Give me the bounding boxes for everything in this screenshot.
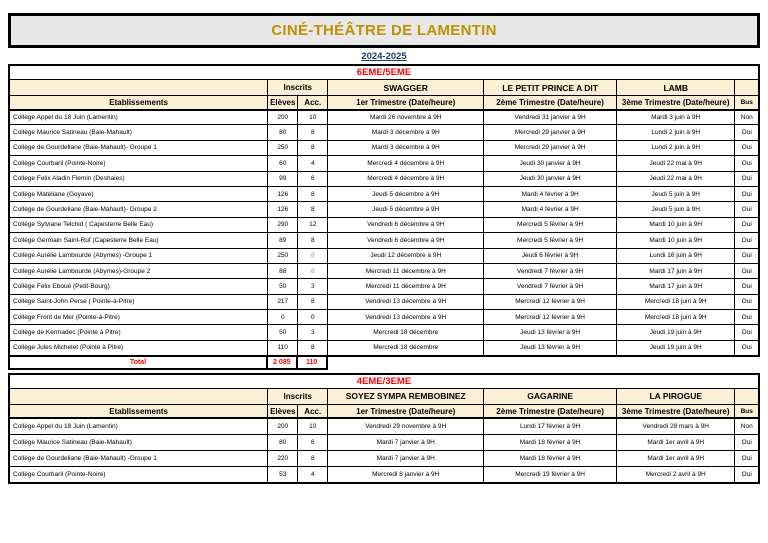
trimestre1-date: Vendredi 13 décembre à 9H [328, 294, 484, 309]
total-label: Total [9, 356, 267, 369]
bus-value: Oui [735, 140, 759, 155]
trimestre1-date: Mercredi 18 décembre [328, 340, 484, 355]
acc-value: 8 [298, 233, 328, 248]
bus-value: Oui [735, 434, 759, 450]
header-spacer [735, 388, 759, 404]
trimestre1-date: Vendredi 6 décembre à 9H [328, 217, 484, 232]
establishment-name: Collège Saint-John Perse ( Pointe-à-Pitre) [9, 294, 268, 309]
trimestre1-date: Mercredi 8 janvier à 9H [328, 467, 484, 483]
trimestre2-date: Mercredi 29 janvier à 9H [484, 140, 617, 155]
film-header-row [9, 388, 759, 404]
inscrits-header: Inscrits [268, 80, 328, 96]
table-row [9, 467, 759, 483]
establishment-name: Collège Appel du 18 Juin (Lamentin) [9, 418, 268, 434]
trimestre1-date: Vendredi 13 décembre à 9H [328, 310, 484, 325]
acc-value: 4 [298, 156, 328, 171]
eleves-value: 110 [268, 340, 298, 355]
table-row [9, 248, 759, 263]
eleves-value: 80 [268, 125, 298, 140]
bus-value: Oui [735, 325, 759, 340]
acc-value: 8 [298, 125, 328, 140]
table-row [9, 233, 759, 248]
trimestre2-date: Mercredi 19 février à 9H [484, 467, 617, 483]
establishment-name: Collège Courbaril (Pointe-Noire) [9, 467, 268, 483]
establishment-name: Collège Sylviane Telchid ( Capesterre Belle Eau) [9, 217, 268, 232]
eleves-value: 250 [268, 248, 298, 263]
schedule-table-6eme-5eme [8, 64, 760, 357]
bus-header: Bus [735, 96, 759, 110]
trimestre1-date: Jeudi 5 décembre à 9H [328, 186, 484, 201]
trimestre3-date: Mardi 10 juin à 9H [616, 233, 735, 248]
header-spacer [9, 388, 268, 404]
header-spacer [9, 80, 268, 96]
establishment-name: Collège de Gourdeliane (Baie-Mahault)- Groupe 2 [9, 202, 268, 217]
table-row [9, 294, 759, 309]
total-row [8, 355, 328, 370]
section-title: 6EME/5EME [9, 65, 759, 80]
acc-value: 3 [298, 325, 328, 340]
eleves-value: 50 [268, 325, 298, 340]
establishment-name: Collège de Gourdeliane (Baie-Mahault) -Groupe 1 [9, 451, 268, 467]
acc-value: 8 [298, 451, 328, 467]
eleves-header: Elèves [268, 404, 298, 418]
film-title-petit-prince: LE PETIT PRINCE A DIT [484, 80, 617, 96]
trimestre3-date: Mardi 1er avril à 9H [616, 451, 735, 467]
eleves-value: 200 [268, 110, 298, 125]
acc-value: 0 [298, 310, 328, 325]
acc-value: 8 [298, 294, 328, 309]
trimestre1-date: Jeudi 12 décembre à 9H [328, 248, 484, 263]
establishment-name: Collège Aurélie Lambourde (Abymes) -Groupe 1 [9, 248, 268, 263]
trimestre2-date: Mercredi 5 février à 9H [484, 217, 617, 232]
trimestre3-header: 3ème Trimestre (Date/heure) [616, 404, 735, 418]
bus-value: Oui [735, 233, 759, 248]
table-row [9, 186, 759, 201]
bus-value: Oui [735, 294, 759, 309]
bus-value: Oui [735, 156, 759, 171]
trimestre1-date: Mardi 7 janvier à 9H [328, 451, 484, 467]
column-header-row [9, 96, 759, 110]
trimestre2-date: Vendredi 31 janvier à 9H [484, 110, 617, 125]
table-row [9, 202, 759, 217]
document-title: CINÉ-THÉÂTRE DE LAMENTIN [271, 22, 497, 39]
eleves-value: 250 [268, 140, 298, 155]
total-eleves: 2 085 [267, 356, 297, 369]
eleves-value: 126 [268, 202, 298, 217]
trimestre2-date: Mercredi 5 février à 9H [484, 233, 617, 248]
trimestre1-date: Mardi 7 janvier à 9H [328, 434, 484, 450]
film-title-lamb: LAMB [616, 80, 735, 96]
film-title-la-pirogue: LA PIROGUE [616, 388, 735, 404]
table-row [9, 279, 759, 294]
trimestre3-date: Mercredi 2 avril à 9H [616, 467, 735, 483]
trimestre2-date: Jeudi 6 février à 9H [484, 248, 617, 263]
bus-value: Oui [735, 263, 759, 278]
eleves-value: 217 [268, 294, 298, 309]
acc-value: 8 [298, 202, 328, 217]
eleves-value: 60 [268, 156, 298, 171]
trimestre3-date: Mardi 1er avril à 9H [616, 434, 735, 450]
acc-value: 8 [298, 248, 328, 263]
trimestre3-date: Jeudi 22 mai à 9H [616, 171, 735, 186]
trimestre2-date: Vendredi 7 février à 9H [484, 263, 617, 278]
trimestre2-date: Mercredi 29 janvier à 9H [484, 125, 617, 140]
bus-value: Non [735, 418, 759, 434]
acc-value: 10 [298, 110, 328, 125]
trimestre2-header: 2ème Trimestre (Date/heure) [484, 96, 617, 110]
establishment-name: Collège Félix Eboué (Petit-Bourg) [9, 279, 268, 294]
section-header-row [9, 374, 759, 389]
school-year: 2024-2025 [361, 51, 407, 62]
acc-header: Acc. [298, 96, 328, 110]
table-row [9, 451, 759, 467]
establishment-name: Collège de Kermadec (Pointe à Pitre) [9, 325, 268, 340]
table-row [9, 418, 759, 434]
establishment-name: Collège Felix Aladin Flemin (Deshaies) [9, 171, 268, 186]
trimestre1-date: Jeudi 5 décembre à 9H [328, 202, 484, 217]
eleves-value: 200 [268, 418, 298, 434]
trimestre1-date: Vendredi 6 décembre à 9H [328, 233, 484, 248]
bus-value: Oui [735, 310, 759, 325]
bus-value: Oui [735, 186, 759, 201]
bus-header: Bus [735, 404, 759, 418]
table-row [9, 217, 759, 232]
bus-value: Oui [735, 248, 759, 263]
acc-value: 8 [298, 263, 328, 278]
acc-value: 6 [298, 171, 328, 186]
table-row [9, 125, 759, 140]
bus-value: Oui [735, 125, 759, 140]
trimestre1-date: Mardi 3 décembre à 9H [328, 125, 484, 140]
trimestre1-date: Mercredi 11 décembre à 9H [328, 279, 484, 294]
trimestre2-date: Vendredi 7 février à 9H [484, 279, 617, 294]
trimestre3-date: Lundi 2 juin à 9H [616, 140, 735, 155]
bus-value: Oui [735, 279, 759, 294]
bus-value: Oui [735, 467, 759, 483]
establishment-name: Collège de Gourdeliane (Baie-Mahault)- Groupe 1 [9, 140, 268, 155]
trimestre1-date: Vendredi 29 novembre à 9H [328, 418, 484, 434]
trimestre1-date: Mercredi 4 décembre à 9H [328, 156, 484, 171]
trimestre3-date: Mardi 17 juin à 9H [616, 279, 735, 294]
acc-value: 12 [298, 217, 328, 232]
etablissements-header: Etablissements [9, 404, 268, 418]
eleves-value: 50 [268, 279, 298, 294]
inscrits-header: Inscrits [268, 388, 328, 404]
table-row [9, 263, 759, 278]
trimestre3-date: Jeudi 22 mai à 9H [616, 156, 735, 171]
schedule-table-4eme-3eme [8, 373, 760, 484]
eleves-value: 99 [268, 171, 298, 186]
eleves-value: 88 [268, 263, 298, 278]
acc-value: 6 [298, 434, 328, 450]
trimestre2-date: Mardi 18 février à 9H [484, 451, 617, 467]
table-row [9, 434, 759, 450]
bus-value: Oui [735, 171, 759, 186]
eleves-value: 220 [268, 451, 298, 467]
trimestre3-date: Mercredi 18 juin à 9H [616, 294, 735, 309]
table-row [9, 140, 759, 155]
establishment-name: Collège Jules Michelet (Pointe à Pitre) [9, 340, 268, 355]
bus-value: Non [735, 110, 759, 125]
trimestre1-date: Mercredi 11 décembre à 9H [328, 263, 484, 278]
acc-value: 8 [298, 186, 328, 201]
eleves-value: 290 [268, 217, 298, 232]
acc-value: 8 [298, 140, 328, 155]
trimestre2-date: Lundi 17 février à 9H [484, 418, 617, 434]
establishment-name: Collège Matéliane (Goyave) [9, 186, 268, 201]
trimestre1-header: 1er Trimestre (Date/heure) [328, 96, 484, 110]
trimestre3-date: Mardi 17 juin à 9H [616, 263, 735, 278]
trimestre3-date: Mardi 10 juin à 9H [616, 217, 735, 232]
trimestre2-date: Jeudi 13 février à 9H [484, 325, 617, 340]
header-spacer [735, 80, 759, 96]
eleves-value: 0 [268, 310, 298, 325]
bus-value: Oui [735, 451, 759, 467]
trimestre1-date: Mercredi 4 décembre à 9H [328, 171, 484, 186]
table-row [9, 156, 759, 171]
trimestre3-date: Mercredi 18 juin à 9H [616, 310, 735, 325]
establishment-name: Collège Front de Mer (Pointe-à-Pitre) [9, 310, 268, 325]
trimestre2-date: Mardi 4 février à 9H [484, 186, 617, 201]
trimestre2-date: Mercredi 12 février à 9H [484, 310, 617, 325]
acc-value: 10 [298, 418, 328, 434]
table-row [9, 110, 759, 125]
section-title: 4EME/3EME [9, 374, 759, 389]
acc-value: 3 [298, 279, 328, 294]
table-row [9, 310, 759, 325]
trimestre3-date: Jeudi 19 juin à 9H [616, 325, 735, 340]
total-acc: 110 [297, 356, 327, 369]
eleves-value: 53 [268, 467, 298, 483]
establishment-name: Collège Germain Saint-Ruf (Capesterre Belle Eau) [9, 233, 268, 248]
trimestre1-date: Mardi 3 décembre à 9H [328, 140, 484, 155]
film-header-row [9, 80, 759, 96]
document-title-box [8, 13, 760, 48]
bus-value: Oui [735, 202, 759, 217]
trimestre1-header: 1er Trimestre (Date/heure) [328, 404, 484, 418]
film-title-gagarine: GAGARINE [484, 388, 617, 404]
trimestre3-date: Jeudi 19 juin à 9H [616, 340, 735, 355]
trimestre1-date: Mardi 26 novembre à 9H [328, 110, 484, 125]
eleves-header: Elèves [268, 96, 298, 110]
bus-value: Oui [735, 340, 759, 355]
acc-value: 8 [298, 340, 328, 355]
table-row [9, 325, 759, 340]
trimestre3-header: 3ème Trimestre (Date/heure) [616, 96, 735, 110]
trimestre3-date: Vendredi 28 mars à 9H [616, 418, 735, 434]
acc-value: 4 [298, 467, 328, 483]
column-header-row [9, 404, 759, 418]
establishment-name: Collège Aurélie Lambourde (Abymes)-Groupe 2 [9, 263, 268, 278]
trimestre2-date: Mercredi 12 février à 9H [484, 294, 617, 309]
bus-value: Oui [735, 217, 759, 232]
film-title-soyez-sympa: SOYEZ SYMPA REMBOBINEZ [328, 388, 484, 404]
trimestre3-date: Jeudi 5 juin à 9H [616, 186, 735, 201]
trimestre2-date: Mardi 18 février à 9H [484, 434, 617, 450]
trimestre3-date: Lundi 2 juin à 9H [616, 125, 735, 140]
etablissements-header: Etablissements [9, 96, 268, 110]
eleves-value: 80 [268, 434, 298, 450]
trimestre2-date: Jeudi 30 janvier à 9H [484, 156, 617, 171]
establishment-name: Collège Maurice Satineau (Baie-Mahault) [9, 125, 268, 140]
trimestre2-date: Mardi 4 février à 9H [484, 202, 617, 217]
trimestre2-header: 2ème Trimestre (Date/heure) [484, 404, 617, 418]
section-header-row [9, 65, 759, 80]
trimestre3-date: Mardi 3 juin à 9H [616, 110, 735, 125]
trimestre2-date: Jeudi 30 janvier à 9H [484, 171, 617, 186]
trimestre3-date: Lundi 16 juin à 9H [616, 248, 735, 263]
trimestre2-date: Jeudi 13 février à 9H [484, 340, 617, 355]
trimestre1-date: Mercredi 18 décembre [328, 325, 484, 340]
acc-header: Acc. [298, 404, 328, 418]
establishment-name: Collège Appel du 18 Juin (Lamentin) [9, 110, 268, 125]
establishment-name: Collège Courbaril (Pointe-Noire) [9, 156, 268, 171]
film-title-swagger: SWAGGER [328, 80, 484, 96]
eleves-value: 89 [268, 233, 298, 248]
trimestre3-date: Jeudi 5 juin à 9H [616, 202, 735, 217]
table-row [9, 340, 759, 355]
table-row [9, 171, 759, 186]
establishment-name: Collège Maurice Satineau (Baie-Mahault) [9, 434, 268, 450]
eleves-value: 126 [268, 186, 298, 201]
